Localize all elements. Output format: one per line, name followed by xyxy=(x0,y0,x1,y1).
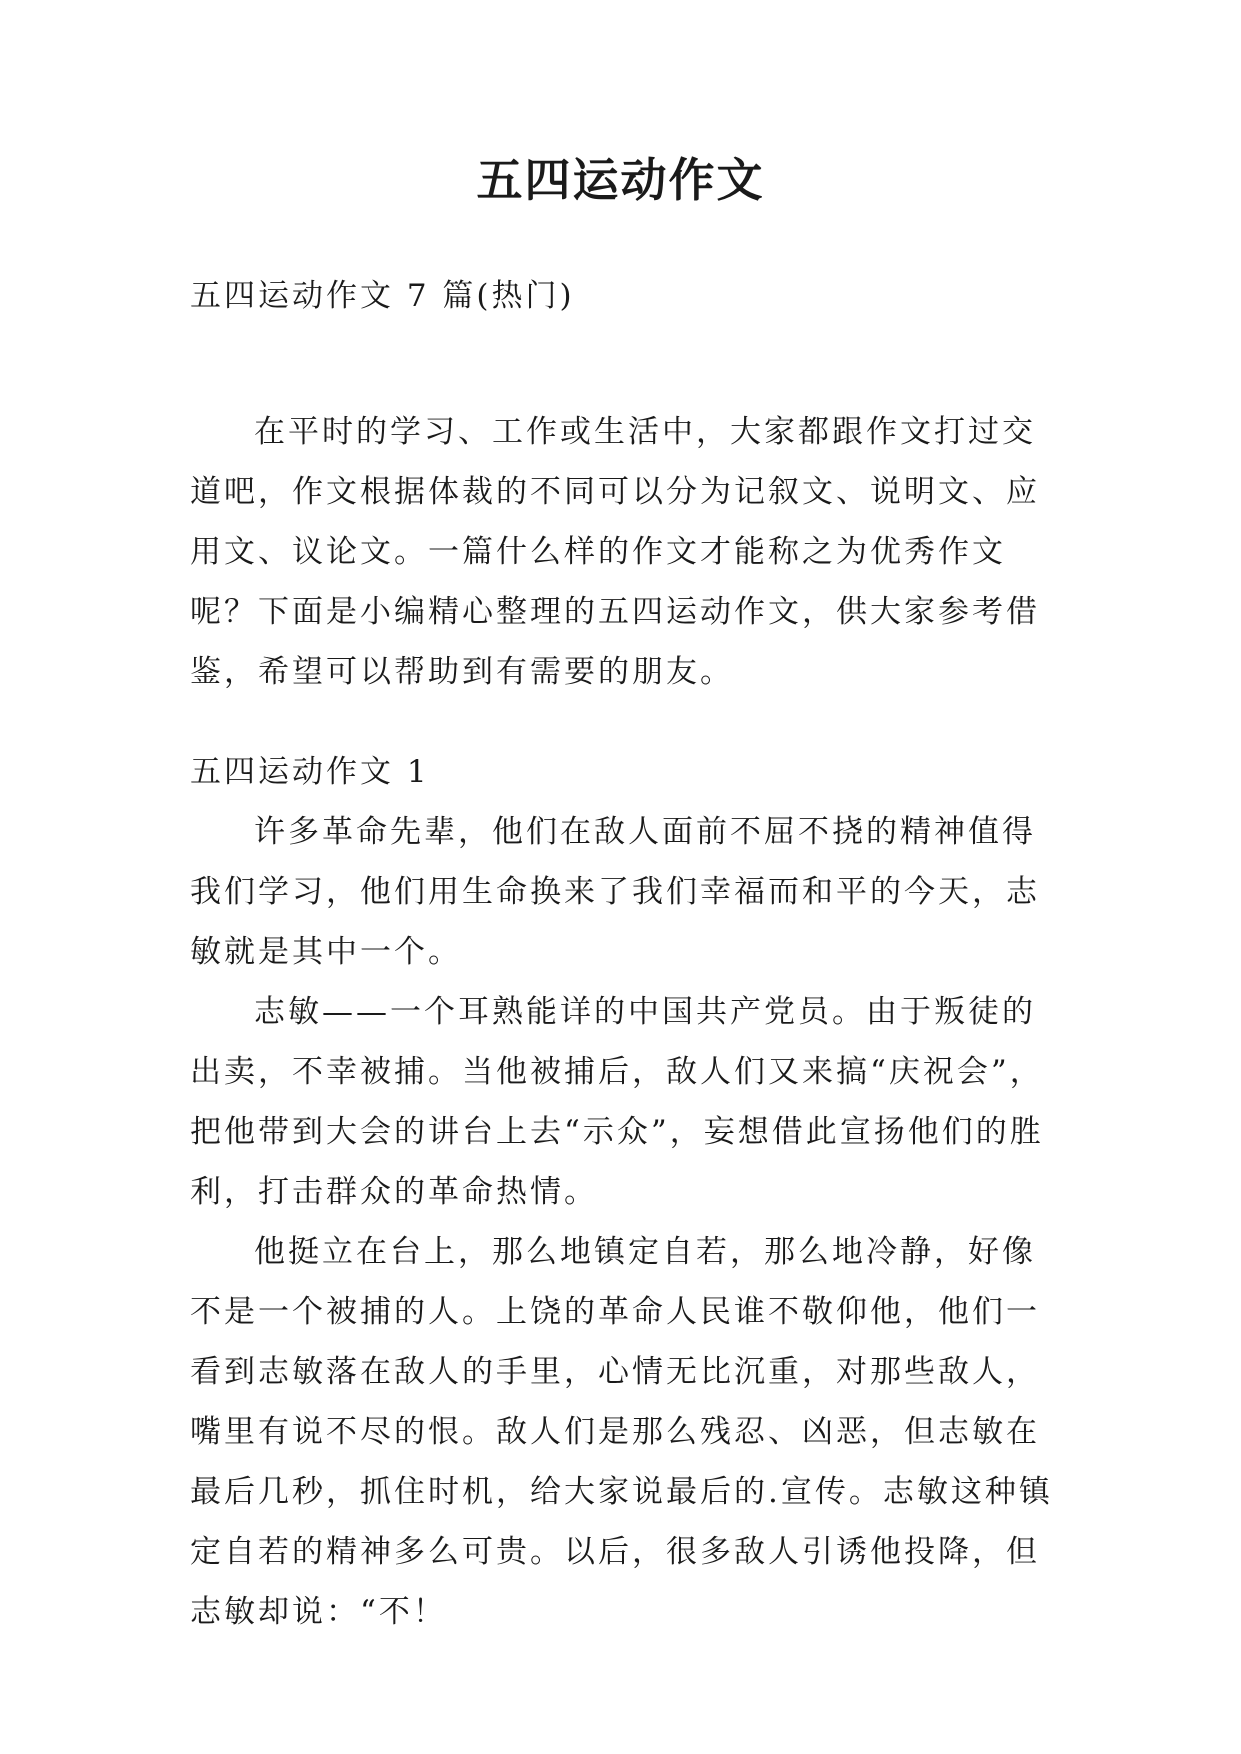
document-subtitle: 五四运动作文 7 篇(热门) xyxy=(190,278,575,314)
body-paragraph-1: 许多革命先辈，他们在敌人面前不屈不挠的精神值得我们学习，他们用生命换来了我们幸福而和平的今天，志敏就是其中一个。 xyxy=(190,814,1040,970)
body-paragraph-3: 他挺立在台上，那么地镇定自若，那么地冷静，好像不是一个被捕的人。上饶的革命人民谁不敬仰他，他们一看到志敏落在敌人的手里，心情无比沉重，对那些敌人，嘴里有说不尽的恨。敌人们是那么残忍、凶恶，但志敏在最后几秒，抓住时机，给大家说最后的.宣传。志敏这种镇定自若的精神多么可贵。以后，很多敌人引诱他投降，但志敏却说：“不！ xyxy=(190,1234,1053,1630)
section-heading: 五四运动作文 1 xyxy=(190,754,430,790)
intro-paragraph: 在平时的学习、工作或生活中，大家都跟作文打过交道吧，作文根据体裁的不同可以分为记叙文、说明文、应用文、议论文。一篇什么样的作文才能称之为优秀作文呢？下面是小编精心整理的五四运动作文，供大家参考借鉴，希望可以帮助到有需要的朋友。 xyxy=(190,414,1040,690)
body-paragraph-2: 志敏——一个耳熟能详的中国共产党员。由于叛徒的出卖，不幸被捕。当他被捕后，敌人们又来搞“庆祝会”，把他带到大会的讲台上去“示众”，妄想借此宣扬他们的胜利，打击群众的革命热情。 xyxy=(190,994,1044,1210)
document-title: 五四运动作文 xyxy=(476,153,765,207)
